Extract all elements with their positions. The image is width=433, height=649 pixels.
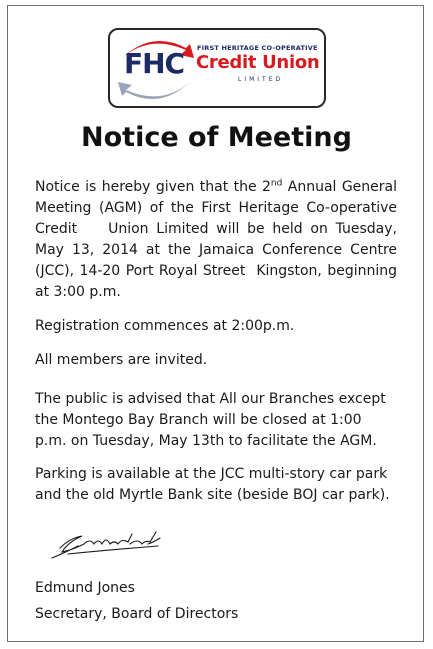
signatory-name: Edmund Jones bbox=[35, 580, 135, 596]
notice-intro-paragraph bbox=[35, 177, 397, 303]
logo-org-line: FIRST HERITAGE CO-OPERATIVE bbox=[197, 44, 318, 52]
logo-initials: FHC bbox=[124, 47, 185, 80]
notice-title: Notice of Meeting bbox=[81, 122, 352, 153]
logo-org-suffix: LIMITED bbox=[238, 76, 284, 83]
intro-before-ordinal: Notice is hereby given that the 2 bbox=[35, 179, 271, 195]
fhc-logo bbox=[108, 28, 326, 108]
parking-paragraph: Parking is available at the JCC multi-story car park and the old Myrtle Bank site (beside BOJ car park). bbox=[35, 466, 390, 503]
registration-paragraph: Registration commences at 2:00p.m. bbox=[35, 318, 295, 334]
branches-paragraph: The public is advised that All our Branches except the Montego Bay Branch will be closed at 1:00 p.m. on Tuesday, May 13th to facilitate the AGM. bbox=[35, 391, 386, 449]
signatory-title: Secretary, Board of Directors bbox=[35, 606, 239, 622]
logo-org-name: Credit Union bbox=[196, 52, 320, 73]
handwritten-signature bbox=[48, 524, 168, 564]
ordinal-suffix: nd bbox=[270, 178, 283, 189]
intro-after-ordinal: Annual General Meeting (AGM) of the First Heritage Co-operative Credit Union Limited will be held on Tuesday, May 13, 2014 at the Jamaica Conference Centre (JCC), 14-20 Port Royal Street Kingston, beginning at 3:00 p.m. bbox=[35, 179, 397, 300]
members-paragraph: All members are invited. bbox=[35, 352, 208, 368]
